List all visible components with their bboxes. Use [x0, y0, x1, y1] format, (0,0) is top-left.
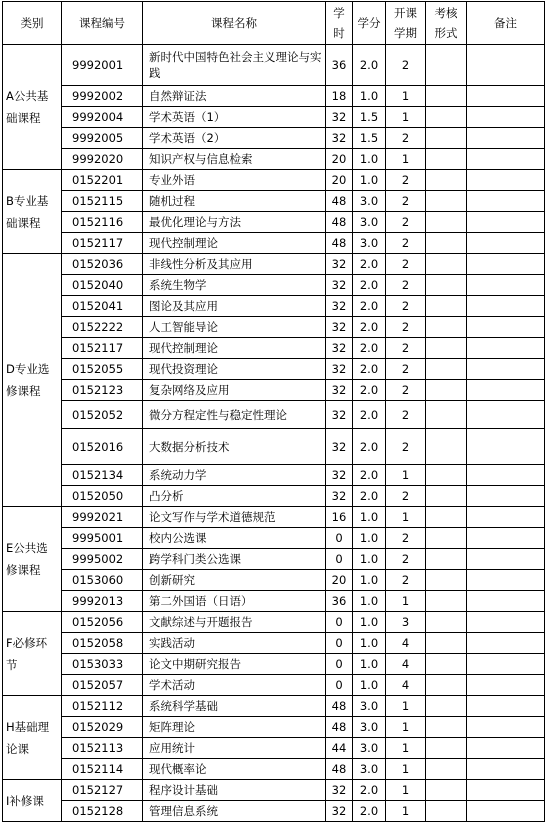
credits-cell: 1.0 — [353, 654, 386, 675]
course-name-cell: 程序设计基础 — [143, 780, 326, 801]
category-cell: H基础理论课 — [3, 696, 62, 780]
notes-cell — [467, 338, 545, 359]
course-name-cell: 非线性分析及其应用 — [143, 254, 326, 275]
exam-cell — [426, 107, 467, 128]
header-row — [3, 2, 545, 45]
course-code-cell: 0152117 — [62, 338, 143, 359]
notes-cell — [467, 128, 545, 149]
term-cell: 2 — [386, 486, 426, 507]
course-name-cell: 管理信息系统 — [143, 801, 326, 822]
term-cell: 1 — [386, 465, 426, 486]
credits-cell: 3.0 — [353, 738, 386, 759]
table-row — [3, 128, 545, 149]
course-name-cell: 大数据分析技术 — [143, 429, 326, 465]
term-cell: 1 — [386, 86, 426, 107]
course-name-cell: 论文中期研究报告 — [143, 654, 326, 675]
hours-cell: 32 — [326, 296, 353, 317]
notes-cell — [467, 465, 545, 486]
notes-cell — [467, 591, 545, 612]
exam-cell — [426, 696, 467, 717]
course-code-cell: 9992001 — [62, 45, 143, 86]
table-row — [3, 675, 545, 696]
exam-cell — [426, 570, 467, 591]
table-row — [3, 296, 545, 317]
hours-cell: 48 — [326, 759, 353, 780]
exam-cell — [426, 717, 467, 738]
notes-cell — [467, 633, 545, 654]
credits-cell: 2.0 — [353, 486, 386, 507]
course-name-cell: 微分方程定性与稳定性理论 — [143, 401, 326, 429]
course-code-cell: 0152112 — [62, 696, 143, 717]
course-name-cell: 创新研究 — [143, 570, 326, 591]
notes-cell — [467, 191, 545, 212]
course-code-cell: 0152116 — [62, 212, 143, 233]
course-name-cell: 复杂网络及应用 — [143, 380, 326, 401]
exam-cell — [426, 254, 467, 275]
course-code-cell: 9992021 — [62, 507, 143, 528]
credits-cell: 1.0 — [353, 507, 386, 528]
course-name-cell: 第二外国语（日语） — [143, 591, 326, 612]
credits-cell: 2.0 — [353, 275, 386, 296]
hours-cell: 48 — [326, 233, 353, 254]
header-credits: 学分 — [353, 2, 386, 45]
course-name-cell: 系统生物学 — [143, 275, 326, 296]
table-row — [3, 549, 545, 570]
term-cell: 2 — [386, 528, 426, 549]
table-row — [3, 429, 545, 465]
term-cell: 2 — [386, 570, 426, 591]
table-row — [3, 738, 545, 759]
category-cell: A公共基础课程 — [3, 45, 62, 170]
course-code-cell: 0152117 — [62, 233, 143, 254]
credits-cell: 3.0 — [353, 759, 386, 780]
course-name-cell: 文献综述与开题报告 — [143, 612, 326, 633]
course-name-cell: 实践活动 — [143, 633, 326, 654]
course-code-cell: 0152127 — [62, 780, 143, 801]
exam-cell — [426, 612, 467, 633]
term-cell: 2 — [386, 549, 426, 570]
hours-cell: 36 — [326, 45, 353, 86]
course-name-cell: 人工智能导论 — [143, 317, 326, 338]
table-row — [3, 86, 545, 107]
notes-cell — [467, 170, 545, 191]
credits-cell: 1.0 — [353, 612, 386, 633]
exam-cell — [426, 654, 467, 675]
term-cell: 1 — [386, 507, 426, 528]
notes-cell — [467, 401, 545, 429]
hours-cell: 32 — [326, 780, 353, 801]
credits-cell: 3.0 — [353, 191, 386, 212]
course-name-cell: 现代控制理论 — [143, 338, 326, 359]
course-name-cell: 应用统计 — [143, 738, 326, 759]
term-cell: 1 — [386, 591, 426, 612]
hours-cell: 32 — [326, 465, 353, 486]
course-code-cell: 9992020 — [62, 149, 143, 170]
header-exam: 考核形式 — [426, 2, 467, 45]
course-name-cell: 现代控制理论 — [143, 233, 326, 254]
hours-cell: 32 — [326, 338, 353, 359]
course-name-cell: 矩阵理论 — [143, 717, 326, 738]
term-cell: 2 — [386, 254, 426, 275]
course-name-cell: 跨学科门类公选课 — [143, 549, 326, 570]
notes-cell — [467, 317, 545, 338]
exam-cell — [426, 233, 467, 254]
course-code-cell: 0152115 — [62, 191, 143, 212]
credits-cell: 2.0 — [353, 429, 386, 465]
header-code: 课程编号 — [62, 2, 143, 45]
course-code-cell: 0152058 — [62, 633, 143, 654]
hours-cell: 0 — [326, 549, 353, 570]
course-code-cell: 0152201 — [62, 170, 143, 191]
exam-cell — [426, 317, 467, 338]
notes-cell — [467, 296, 545, 317]
course-name-cell: 最优化理论与方法 — [143, 212, 326, 233]
credits-cell: 1.5 — [353, 107, 386, 128]
term-cell: 2 — [386, 191, 426, 212]
notes-cell — [467, 45, 545, 86]
notes-cell — [467, 254, 545, 275]
credits-cell: 2.0 — [353, 359, 386, 380]
course-code-cell: 0152052 — [62, 401, 143, 429]
course-name-cell: 系统动力学 — [143, 465, 326, 486]
exam-cell — [426, 429, 467, 465]
credits-cell: 1.0 — [353, 86, 386, 107]
notes-cell — [467, 149, 545, 170]
header-term: 开课学期 — [386, 2, 426, 45]
term-cell: 2 — [386, 233, 426, 254]
exam-cell — [426, 780, 467, 801]
table-row — [3, 633, 545, 654]
table-row — [3, 801, 545, 822]
course-name-cell: 自然辩证法 — [143, 86, 326, 107]
course-code-cell: 0152036 — [62, 254, 143, 275]
course-name-cell: 校内公选课 — [143, 528, 326, 549]
exam-cell — [426, 149, 467, 170]
course-code-cell: 0153033 — [62, 654, 143, 675]
notes-cell — [467, 107, 545, 128]
term-cell: 2 — [386, 380, 426, 401]
notes-cell — [467, 738, 545, 759]
term-cell: 2 — [386, 338, 426, 359]
course-code-cell: 0152055 — [62, 359, 143, 380]
credits-cell: 1.0 — [353, 170, 386, 191]
course-name-cell: 图论及其应用 — [143, 296, 326, 317]
term-cell: 1 — [386, 717, 426, 738]
table-row — [3, 359, 545, 380]
hours-cell: 32 — [326, 254, 353, 275]
credits-cell: 1.0 — [353, 591, 386, 612]
hours-cell: 48 — [326, 696, 353, 717]
hours-cell: 32 — [326, 128, 353, 149]
credits-cell: 1.0 — [353, 528, 386, 549]
notes-cell — [467, 612, 545, 633]
course-code-cell: 0152113 — [62, 738, 143, 759]
notes-cell — [467, 549, 545, 570]
term-cell: 1 — [386, 780, 426, 801]
table-row — [3, 191, 545, 212]
credits-cell: 2.0 — [353, 45, 386, 86]
term-cell: 2 — [386, 128, 426, 149]
table-row — [3, 45, 545, 86]
table-row — [3, 780, 545, 801]
course-code-cell: 9995002 — [62, 549, 143, 570]
notes-cell — [467, 486, 545, 507]
table-row — [3, 233, 545, 254]
term-cell: 1 — [386, 738, 426, 759]
exam-cell — [426, 45, 467, 86]
header-notes: 备注 — [467, 2, 545, 45]
category-cell: D专业选修课程 — [3, 254, 62, 507]
hours-cell: 32 — [326, 429, 353, 465]
course-code-cell: 9995001 — [62, 528, 143, 549]
exam-cell — [426, 212, 467, 233]
hours-cell: 20 — [326, 170, 353, 191]
exam-cell — [426, 128, 467, 149]
course-name-cell: 论文写作与学术道德规范 — [143, 507, 326, 528]
course-code-cell: 9992013 — [62, 591, 143, 612]
course-code-cell: 0152056 — [62, 612, 143, 633]
term-cell: 4 — [386, 675, 426, 696]
exam-cell — [426, 759, 467, 780]
notes-cell — [467, 507, 545, 528]
term-cell: 2 — [386, 359, 426, 380]
hours-cell: 0 — [326, 612, 353, 633]
credits-cell: 2.0 — [353, 801, 386, 822]
notes-cell — [467, 801, 545, 822]
exam-cell — [426, 275, 467, 296]
hours-cell: 32 — [326, 801, 353, 822]
course-code-cell: 0152041 — [62, 296, 143, 317]
category-cell: E公共选修课程 — [3, 507, 62, 612]
hours-cell: 32 — [326, 380, 353, 401]
credits-cell: 1.0 — [353, 675, 386, 696]
exam-cell — [426, 801, 467, 822]
exam-cell — [426, 191, 467, 212]
exam-cell — [426, 380, 467, 401]
credits-cell: 2.0 — [353, 254, 386, 275]
table-row — [3, 338, 545, 359]
hours-cell: 48 — [326, 717, 353, 738]
course-name-cell: 随机过程 — [143, 191, 326, 212]
course-name-cell: 新时代中国特色社会主义理论与实践 — [143, 45, 326, 86]
exam-cell — [426, 86, 467, 107]
header-hours: 学时 — [326, 2, 353, 45]
hours-cell: 0 — [326, 675, 353, 696]
hours-cell: 0 — [326, 528, 353, 549]
table-row — [3, 149, 545, 170]
course-code-cell: 0152040 — [62, 275, 143, 296]
table-row — [3, 528, 545, 549]
exam-cell — [426, 528, 467, 549]
term-cell: 2 — [386, 317, 426, 338]
exam-cell — [426, 675, 467, 696]
table-row — [3, 317, 545, 338]
term-cell: 2 — [386, 212, 426, 233]
course-name-cell: 学术活动 — [143, 675, 326, 696]
hours-cell: 0 — [326, 654, 353, 675]
notes-cell — [467, 359, 545, 380]
term-cell: 2 — [386, 45, 426, 86]
table-row — [3, 465, 545, 486]
term-cell: 4 — [386, 633, 426, 654]
credits-cell: 3.0 — [353, 233, 386, 254]
course-name-cell: 知识产权与信息检索 — [143, 149, 326, 170]
exam-cell — [426, 338, 467, 359]
credits-cell: 2.0 — [353, 401, 386, 429]
term-cell: 2 — [386, 275, 426, 296]
table-row — [3, 612, 545, 633]
table-row — [3, 107, 545, 128]
term-cell: 1 — [386, 696, 426, 717]
course-code-cell: 0152222 — [62, 317, 143, 338]
notes-cell — [467, 759, 545, 780]
credits-cell: 1.0 — [353, 549, 386, 570]
table-row — [3, 654, 545, 675]
category-cell: F必修环节 — [3, 612, 62, 696]
exam-cell — [426, 465, 467, 486]
credits-cell: 1.0 — [353, 633, 386, 654]
notes-cell — [467, 212, 545, 233]
course-code-cell: 9992004 — [62, 107, 143, 128]
exam-cell — [426, 507, 467, 528]
course-code-cell: 0152050 — [62, 486, 143, 507]
table-row — [3, 254, 545, 275]
term-cell: 1 — [386, 759, 426, 780]
course-code-cell: 9992005 — [62, 128, 143, 149]
hours-cell: 32 — [326, 401, 353, 429]
credits-cell: 1.5 — [353, 128, 386, 149]
course-name-cell: 学术英语（1） — [143, 107, 326, 128]
exam-cell — [426, 633, 467, 654]
term-cell: 3 — [386, 612, 426, 633]
course-table — [2, 1, 545, 822]
table-row — [3, 591, 545, 612]
category-cell: I补修课 — [3, 780, 62, 822]
term-cell: 2 — [386, 296, 426, 317]
header-category: 类别 — [3, 2, 62, 45]
notes-cell — [467, 233, 545, 254]
course-code-cell: 0152134 — [62, 465, 143, 486]
term-cell: 1 — [386, 107, 426, 128]
course-name-cell: 现代概率论 — [143, 759, 326, 780]
hours-cell: 36 — [326, 591, 353, 612]
notes-cell — [467, 429, 545, 465]
course-code-cell: 0152029 — [62, 717, 143, 738]
course-code-cell: 0152016 — [62, 429, 143, 465]
exam-cell — [426, 170, 467, 191]
hours-cell: 32 — [326, 359, 353, 380]
credits-cell: 2.0 — [353, 780, 386, 801]
term-cell: 4 — [386, 654, 426, 675]
term-cell: 1 — [386, 149, 426, 170]
course-name-cell: 系统科学基础 — [143, 696, 326, 717]
exam-cell — [426, 359, 467, 380]
table-row — [3, 759, 545, 780]
credits-cell: 2.0 — [353, 317, 386, 338]
course-name-cell: 学术英语（2） — [143, 128, 326, 149]
exam-cell — [426, 296, 467, 317]
course-code-cell: 0152114 — [62, 759, 143, 780]
table-row — [3, 717, 545, 738]
notes-cell — [467, 275, 545, 296]
exam-cell — [426, 591, 467, 612]
table-row — [3, 212, 545, 233]
hours-cell: 32 — [326, 107, 353, 128]
table-row — [3, 380, 545, 401]
table-row — [3, 507, 545, 528]
course-name-cell: 凸分析 — [143, 486, 326, 507]
credits-cell: 2.0 — [353, 338, 386, 359]
notes-cell — [467, 675, 545, 696]
course-code-cell: 0152128 — [62, 801, 143, 822]
hours-cell: 32 — [326, 275, 353, 296]
hours-cell: 20 — [326, 149, 353, 170]
course-code-cell: 9992002 — [62, 86, 143, 107]
credits-cell: 2.0 — [353, 465, 386, 486]
exam-cell — [426, 738, 467, 759]
hours-cell: 44 — [326, 738, 353, 759]
notes-cell — [467, 696, 545, 717]
hours-cell: 48 — [326, 191, 353, 212]
hours-cell: 0 — [326, 633, 353, 654]
course-code-cell: 0153060 — [62, 570, 143, 591]
table-row — [3, 570, 545, 591]
hours-cell: 32 — [326, 317, 353, 338]
hours-cell: 20 — [326, 570, 353, 591]
credits-cell: 3.0 — [353, 696, 386, 717]
exam-cell — [426, 549, 467, 570]
hours-cell: 18 — [326, 86, 353, 107]
term-cell: 1 — [386, 801, 426, 822]
table-row — [3, 275, 545, 296]
credits-cell: 3.0 — [353, 717, 386, 738]
hours-cell: 16 — [326, 507, 353, 528]
course-code-cell: 0152057 — [62, 675, 143, 696]
exam-cell — [426, 401, 467, 429]
header-name: 课程名称 — [143, 2, 326, 45]
table-row — [3, 486, 545, 507]
notes-cell — [467, 780, 545, 801]
hours-cell: 48 — [326, 212, 353, 233]
credits-cell: 2.0 — [353, 296, 386, 317]
notes-cell — [467, 528, 545, 549]
exam-cell — [426, 486, 467, 507]
notes-cell — [467, 570, 545, 591]
notes-cell — [467, 717, 545, 738]
table-row — [3, 696, 545, 717]
credits-cell: 1.0 — [353, 149, 386, 170]
course-code-cell: 0152123 — [62, 380, 143, 401]
category-cell: B专业基础课程 — [3, 170, 62, 254]
credits-cell: 1.0 — [353, 570, 386, 591]
course-name-cell: 专业外语 — [143, 170, 326, 191]
credits-cell: 2.0 — [353, 380, 386, 401]
table-row — [3, 170, 545, 191]
table-row — [3, 401, 545, 429]
notes-cell — [467, 380, 545, 401]
term-cell: 2 — [386, 429, 426, 465]
course-table-body — [3, 45, 545, 822]
course-name-cell: 现代投资理论 — [143, 359, 326, 380]
notes-cell — [467, 86, 545, 107]
credits-cell: 3.0 — [353, 212, 386, 233]
term-cell: 2 — [386, 170, 426, 191]
term-cell: 2 — [386, 401, 426, 429]
notes-cell — [467, 654, 545, 675]
hours-cell: 32 — [326, 486, 353, 507]
